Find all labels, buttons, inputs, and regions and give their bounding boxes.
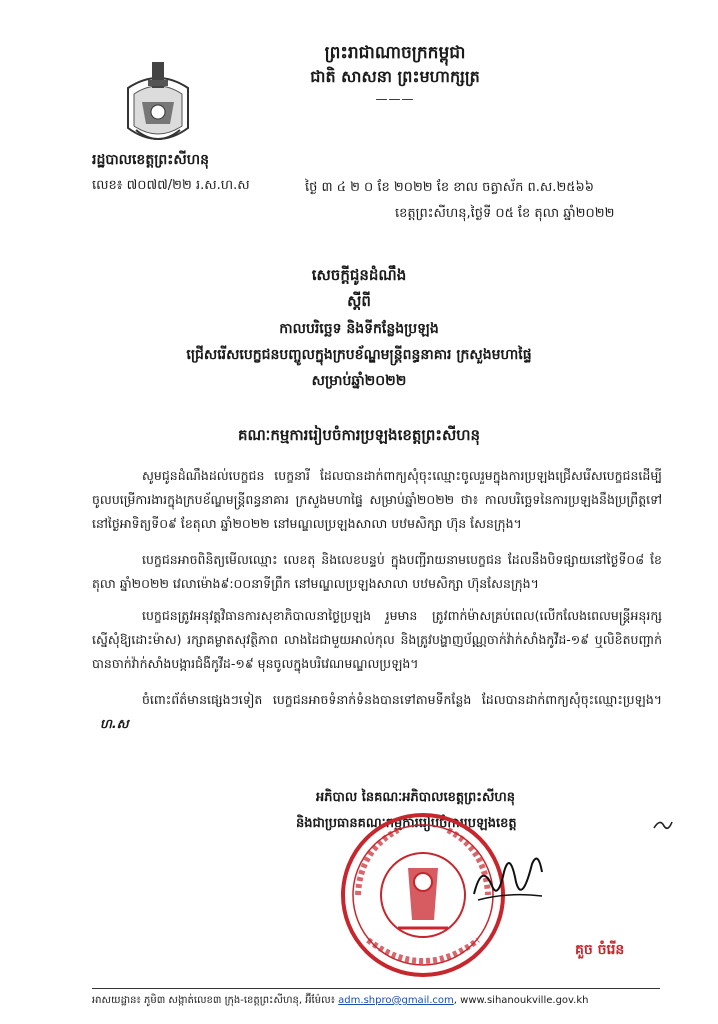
national-motto: ជាតិ សាសនា ព្រះមហាក្សត្រ — [310, 67, 480, 86]
motto-ornament-divider: ——— — [375, 92, 415, 106]
footer-website[interactable]: , www.sihanoukville.gov.kh — [453, 995, 589, 1006]
solar-date: ខេត្តព្រះសីហនុ,ថ្ងៃទី ០៥ ខែ តុលា ឆ្នាំ២០២២ — [395, 206, 615, 221]
subject-line-2: ជ្រើសរើសបេក្ខជនបញ្ចូលក្នុងក្របខ័ណ្ឌមន្ត្រីពន្ធនាគារ ក្រសួងមហាផ្ទៃ — [186, 347, 532, 363]
footer-divider — [92, 988, 660, 989]
subject-line-3: សម្រាប់ឆ្នាំ២០២២ — [311, 373, 407, 389]
signatory-role-line-2: និងជាប្រធានគណៈកម្មការរៀបចំការប្រឡងខេត្ត — [296, 816, 517, 831]
signatory-name: គួច ចំរើន — [575, 942, 625, 958]
reference-number: លេខ៖ ៧០៧៧/២២ រ.ស.ហ.ស — [92, 178, 250, 193]
footer-contact — [92, 994, 692, 1008]
paragraph-exam-date — [92, 464, 662, 536]
document-about: ស្តីពី — [347, 292, 371, 310]
lunar-date: ថ្ងៃ ៣ ៤ ២ ០ ខែ ២០២២ ខែ ខាល ចត្វាស័ក ព.ស.២៥៦៦ — [305, 180, 594, 195]
issuing-administration: រដ្ឋបាលខេត្តព្រះសីហនុ — [92, 152, 209, 168]
footer-address: អាសយដ្ឋាន៖ ភូមិ៣ សង្កាត់លេខ៣ ក្រុង-ខេត្តព្រះសីហនុ, អ៊ីម៉ែល៖ — [92, 995, 339, 1006]
document-title: សេចក្តីជូនដំណឹង — [311, 266, 407, 284]
paragraph-text: ចំពោះព័ត៌មានផ្សេងៗទៀត បេក្ខជនអាចទំនាក់ទំនងបានទៅតាមទីកន្លែង ដែលបានដាក់ពាក្យសុំចុះឈ្មោះប្រឡង។ — [142, 692, 662, 707]
subject-line-1: កាលបរិច្ឆេទ និងទីកន្លែងប្រឡង — [279, 321, 439, 337]
signatory-role-line-1: អភិបាល នៃគណៈអភិបាលខេត្តព្រះសីហនុ — [316, 790, 515, 805]
handwritten-signature-icon — [468, 842, 548, 912]
paragraph-contact-info — [92, 688, 662, 736]
handwritten-initial: ហ.ស — [100, 716, 129, 731]
paragraph-seat-list — [92, 548, 662, 596]
paragraph-health-measures — [92, 604, 662, 676]
paragraph-text: បេក្ខជនអាចពិនិត្យមើលឈ្មោះ លេខតុ និងលេខបន្ទប់ ក្នុងបញ្ជីរាយនាមបេក្ខជន ដែលនឹងបិទផ្សាយនៅថ្ងៃទី០៨ ខែតុលា ឆ្នាំ២០២២ វេលាម៉ោង៩:០០នាទីព្រឹក នៅមណ្ឌលប្រឡងសាលា បឋមសិក្សា ហ៊ុនសែនក្រុង។ — [92, 552, 662, 591]
provincial-emblem-icon — [118, 58, 198, 154]
paraph-icon — [652, 816, 674, 834]
paragraph-text: សូមជូនដំណឹងដល់បេក្ខជន បេក្ខនារី ដែលបានដាក់ពាក្យសុំចុះឈ្មោះចូលរួមក្នុងការប្រឡងជ្រើសរើសបេក្ខជនដើម្បីចូលបម្រើការងារក្នុងក្របខ័ណ្ឌមន្ត្រីពន្ធនាគារ ក្រសួងមហាផ្ទៃ សម្រាប់ឆ្នាំ២០២២ ថា៖ កាលបរិច្ឆេទនៃការប្រឡងនឹងប្រព្រឹត្តទៅនៅថ្ងៃអាទិត្យទី០៩ ខែតុលា ឆ្នាំ២០២២ នៅមណ្ឌលប្រឡងសាលា បឋមសិក្សា ហ៊ុន សែនក្រុង។ — [92, 468, 662, 531]
paragraph-text: បេក្ខជនត្រូវអនុវត្តវិធានការសុខាភិបាលនាថ្ងៃប្រឡង រួមមាន ត្រូវពាក់ម៉ាសគ្រប់ពេល(លើកលែងពេលមន្ត្រីអនុរក្សស្នើសុំឱ្យដោះម៉ាស) រក្សាគម្លាតសុវត្ថិភាព លាងដៃជាមួយអាល់កុល និងត្រូវបង្ហាញប័ណ្ណចាក់វ៉ាក់សាំងកូវីដ-១៩ ឬលិខិតបញ្ជាក់បានចាក់វ៉ាក់សាំងបង្ការជំងឺកូវីដ-១៩ មុនចូលក្នុងបរិវេណមណ្ឌលប្រឡង។ — [92, 608, 662, 671]
committee-heading: គណៈកម្មការរៀបចំការប្រឡងខេត្តព្រះសីហនុ — [237, 426, 481, 444]
footer-email-link[interactable]: adm.shpro@gmail.com — [338, 995, 454, 1006]
kingdom-heading: ព្រះរាជាណាចក្រកម្ពុជា — [324, 43, 466, 63]
